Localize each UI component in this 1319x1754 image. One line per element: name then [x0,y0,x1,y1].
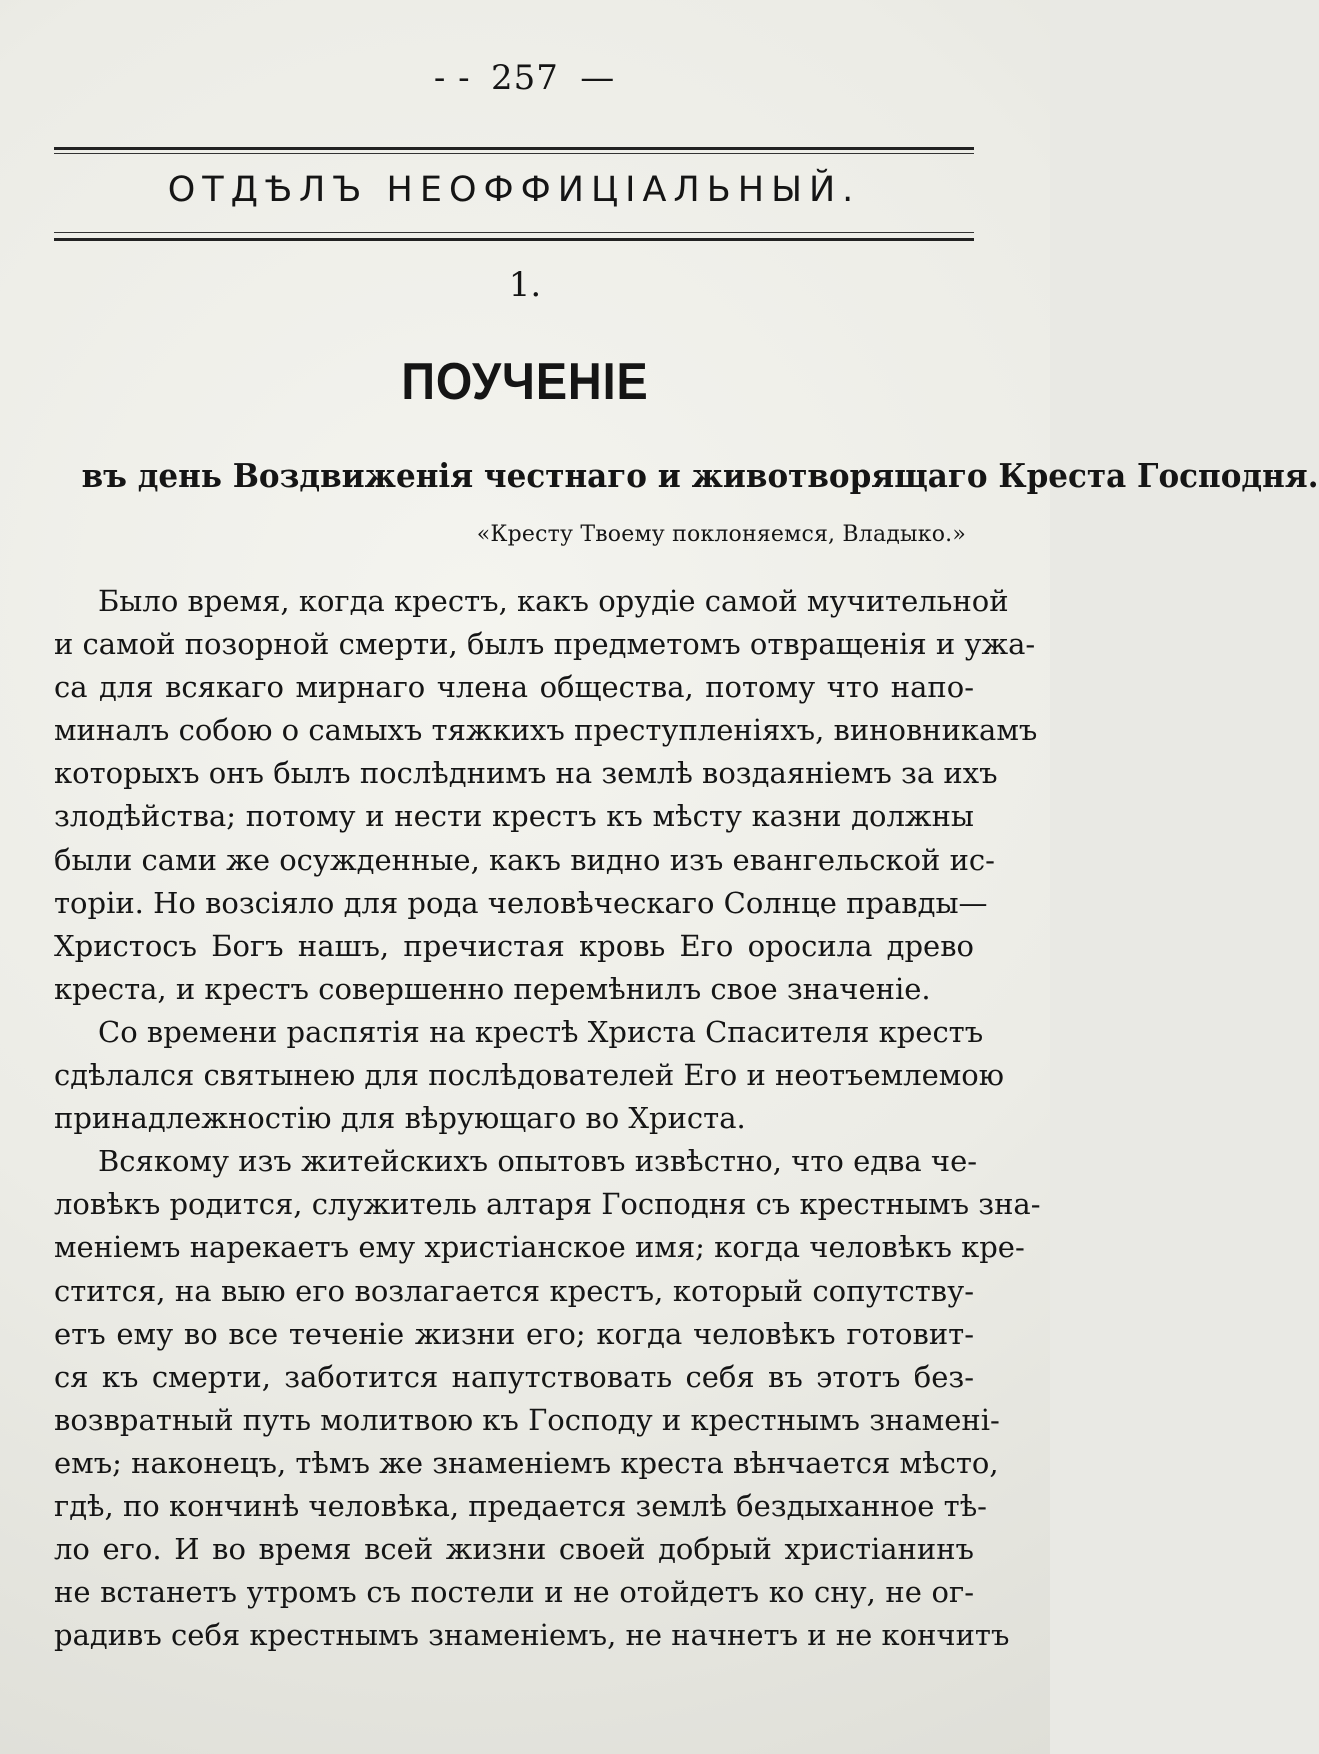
article-body [54,580,1041,1657]
bottom-thin-rule [54,232,974,233]
text-line: были сами же осужденные, какъ видно изъ евангельской ис- [54,842,995,877]
text-line: креста, и крестъ совершенно перемѣнилъ свое значеніе. [54,971,931,1006]
page-number-row [0,58,1050,98]
text-line: злодѣйства; потому и нести крестъ къ мѣсту казни должны [54,799,974,834]
bottom-rule [54,238,974,241]
text-line: торіи. Но возсіяло для рода человѣческаго Солнце правды— [54,885,988,920]
text-line: принадлежностію для вѣрующаго во Христа. [54,1101,746,1136]
text-line: и самой позорной смерти, былъ предметомъ отвращенія и ужа- [54,627,1036,662]
text-line: радивъ себя крестнымъ знаменіемъ, не начнетъ и не кончитъ [54,1618,1010,1653]
text-line: возвратный путь молитвою къ Господу и крестнымъ знамені- [54,1402,1000,1437]
right-dash: — [580,58,616,98]
text-line: етъ ему во все теченіе жизни его; когда человѣкъ готовит- [54,1316,974,1351]
text-line: ловѣкъ родится, служитель алтаря Господня съ крестнымъ зна- [54,1187,1041,1222]
text-line: Было время, когда крестъ, какъ орудіе самой мучительной [98,584,1009,618]
article-subtitle: въ день Воздвиженія честнаго и животворящаго Креста Господня. [81,456,1319,495]
article-title: ПОУЧЕНІЕ [401,353,649,411]
text-line: которыхъ онъ былъ послѣднимъ на землѣ воздаяніемъ за ихъ [54,756,998,791]
top-thin-rule [54,153,974,154]
section-title: ОТДѢЛЪ НЕОФФИЦІАЛЬНЫЙ. [167,170,861,210]
left-dash: - - [433,58,471,98]
text-line: меніемъ нарекаетъ ему христіанское имя; когда человѣкъ кре- [54,1230,1025,1265]
text-line: Всякому изъ житейскихъ опытовъ извѣстно, что едва че- [98,1144,978,1179]
text-line: емъ; наконецъ, тѣмъ же знаменіемъ креста вѣнчается мѣсто, [54,1445,999,1480]
text-line: стится, на выю его возлагается крестъ, который сопутству- [54,1273,974,1308]
page-number: 257 [491,58,559,98]
text-line: миналъ собою о самыхъ тяжкихъ преступленіяхъ, виновникамъ [54,713,1038,748]
epigraph: «Кресту Твоему поклоняемся, Владыко.» [476,522,966,547]
text-line: Христосъ Богъ нашъ, пречистая кровь Его оросила древо [54,928,974,963]
text-line: ло его. И во время всей жизни своей добрый христіанинъ [54,1532,974,1567]
text-line: Со времени распятія на крестѣ Христа Спасителя крестъ [98,1014,984,1049]
text-line: сдѣлался святынею для послѣдователей Его и неотъемлемою [54,1058,1005,1093]
top-rule [54,147,974,150]
text-line: ся къ смерти, заботится напутствовать себя въ этотъ без- [54,1359,974,1394]
text-line: не встанетъ утромъ съ постели и не отойдетъ ко сну, не ог- [54,1575,974,1610]
text-line: са для всякаго мирнаго члена общества, потому что напо- [54,670,974,705]
section-number: 1. [508,265,542,305]
text-line: гдѣ, по кончинѣ человѣка, предается землѣ бездыханное тѣ- [54,1488,987,1523]
